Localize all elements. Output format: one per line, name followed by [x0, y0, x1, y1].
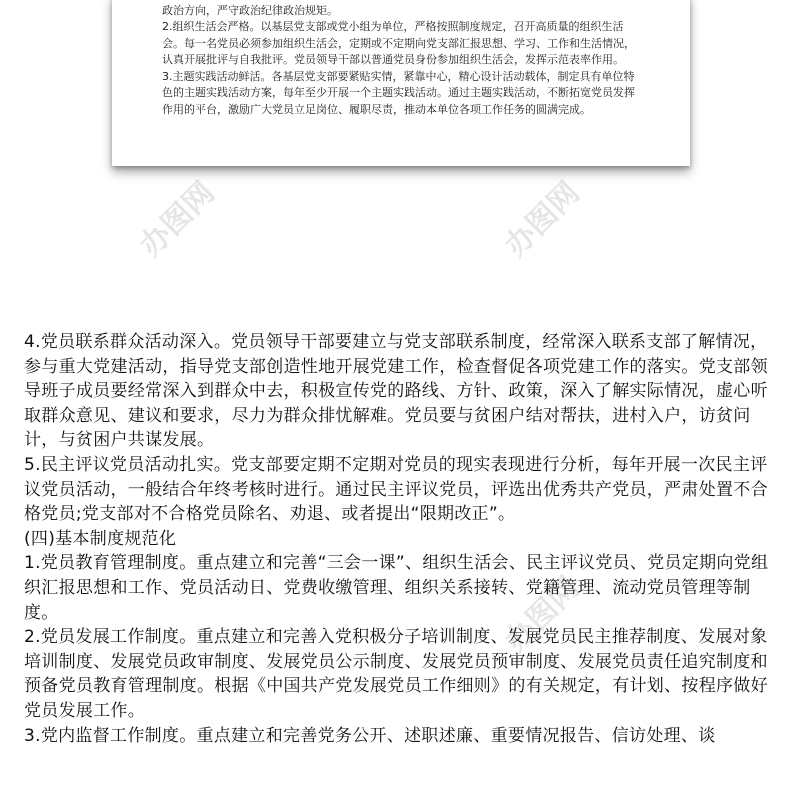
card-paragraph: 政治方向，严守政治纪律政治规矩。	[162, 3, 338, 17]
body-paragraph: 1.党员教育管理制度。重点建立和完善“三会一课”、组织生活会、民主评议党员、党员定期向党组织汇报思想和工作、党员活动日、党费收缴管理、组织关系接转、党籍管理、流动党员管理等制度。	[24, 553, 769, 623]
watermark: 办图网	[498, 175, 587, 264]
document-preview-card	[112, 0, 690, 166]
body-paragraph: 3.党内监督工作制度。重点建立和完善党务公开、述职述廉、重要情况报告、信访处理、谈	[24, 725, 716, 746]
watermark: 办图网	[133, 175, 222, 264]
body-paragraph: 2.党员发展工作制度。重点建立和完善入党积极分子培训制度、发展党员民主推荐制度、发展对象培训制度、发展党员政审制度、发展党员公示制度、发展党员预审制度、发展党员责任追究制度和预备党员教育管理制度。根据《中国共产党发展党员工作细则》的有关规定，有计划、按程序做好党员发展工作。	[24, 627, 768, 721]
watermark: 办图网	[498, 570, 587, 659]
document-body	[24, 330, 784, 748]
card-paragraph: 3.主题实践活动鲜活。各基层党支部要紧贴实情，紧靠中心，精心设计活动载体，制定具有单位特色的主题实践活动方案，每年至少开展一个主题实践活动。通过主题实践活动，不断拓宽党员发挥作用的平台，激励广大党员立足岗位、履职尽责，推动本单位各项工作任务的圆满完成。	[162, 69, 635, 116]
section-heading: (四)基本制度规范化	[24, 528, 177, 549]
card-paragraph: 2.组织生活会严格。以基层党支部或党小组为单位，严格按照制度规定，召开高质量的组织生活会。每一名党员必须参加组织生活会，定期或不定期向党支部汇报思想、学习、工作和生活情况，认真开展批评与自我批评。党员领导干部以普通党员身份参加组织生活会，发挥示范表率作用。	[162, 20, 635, 66]
document-preview-text	[162, 0, 642, 118]
body-paragraph: 4.党员联系群众活动深入。党员领导干部要建立与党支部联系制度，经常深入联系支部了解情况，参与重大党建活动，指导党支部创造性地开展党建工作，检查督促各项党建工作的落实。党支部领导班子成员要经常深入到群众中去，积极宣传党的路线、方针、政策，深入了解实际情况，虚心听取群众意见、建议和要求，尽力为群众排忧解难。党员要与贫困户结对帮扶，进村入户，访贫问计，与贫困户共谋发展。	[24, 332, 768, 451]
body-paragraph: 5.民主评议党员活动扎实。党支部要定期不定期对党员的现实表现进行分析，每年开展一次民主评议党员活动，一般结合年终考核时进行。通过民主评议党员，评选出优秀共产党员，严肃处置不合格党员;党支部对不合格党员除名、劝退、或者提出“限期改正”。	[24, 454, 768, 525]
